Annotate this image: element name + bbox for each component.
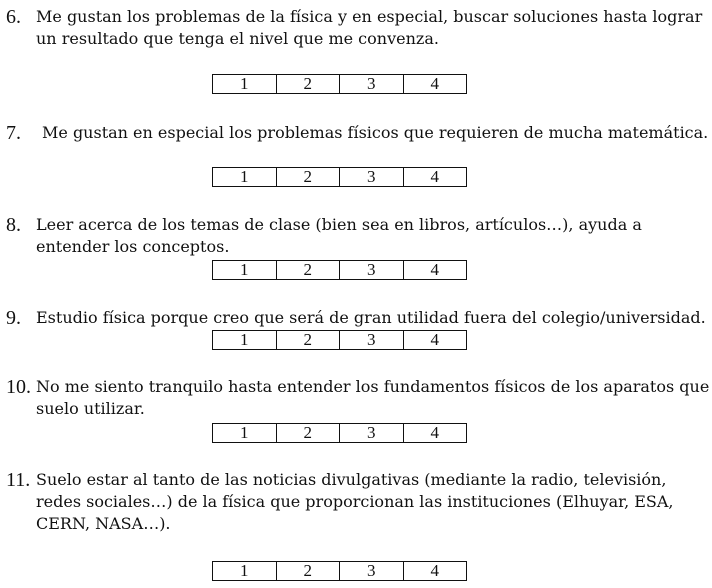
scale-option-3[interactable]: 3 [339, 424, 403, 442]
question-8 [6, 214, 710, 258]
question-6-body: Me gustan los problemas de la física y en especial, buscar soluciones hasta lograr un resultado que tenga el nivel que me convenza. [36, 7, 703, 48]
scale-option-4[interactable]: 4 [403, 168, 467, 186]
question-8-scale [212, 260, 467, 280]
question-7-number: 7. [6, 122, 21, 144]
scale-option-1[interactable]: 1 [213, 424, 276, 442]
question-11 [6, 469, 710, 535]
scale-option-4[interactable]: 4 [403, 424, 467, 442]
question-7-text [6, 122, 710, 144]
scale-option-1[interactable]: 1 [213, 168, 276, 186]
scale-option-1[interactable]: 1 [213, 261, 276, 279]
question-7 [6, 122, 710, 144]
question-11-body: Suelo estar al tanto de las noticias divulgativas (mediante la radio, televisión, redes sociales…) de la física que proporcionan las instituciones (Elhuyar, ESA, CERN, NASA…). [36, 470, 674, 533]
scale-option-3[interactable]: 3 [339, 261, 403, 279]
scale-option-2[interactable]: 2 [276, 261, 340, 279]
question-9 [6, 307, 710, 329]
scale-option-4[interactable]: 4 [403, 331, 467, 349]
question-9-scale [212, 330, 467, 350]
scale-option-2[interactable]: 2 [276, 331, 340, 349]
question-10 [6, 376, 710, 420]
scale-option-4[interactable]: 4 [403, 261, 467, 279]
scale-option-4[interactable]: 4 [403, 562, 467, 580]
question-8-number: 8. [6, 214, 21, 236]
question-8-text [6, 214, 710, 258]
question-10-text [6, 376, 710, 420]
question-10-number: 10. [6, 376, 31, 398]
scale-option-2[interactable]: 2 [276, 562, 340, 580]
question-10-scale [212, 423, 467, 443]
question-7-scale [212, 167, 467, 187]
scale-option-3[interactable]: 3 [339, 331, 403, 349]
question-9-body: Estudio física porque creo que será de gran utilidad fuera del colegio/universidad. [36, 308, 706, 327]
scale-option-3[interactable]: 3 [339, 562, 403, 580]
scale-option-1[interactable]: 1 [213, 75, 276, 93]
question-6-text [6, 6, 710, 50]
scale-option-2[interactable]: 2 [276, 75, 340, 93]
question-11-scale [212, 561, 467, 581]
scale-option-1[interactable]: 1 [213, 331, 276, 349]
question-6-number: 6. [6, 6, 21, 28]
question-9-text [6, 307, 710, 329]
question-11-text [6, 469, 710, 535]
scale-option-2[interactable]: 2 [276, 168, 340, 186]
question-8-body: Leer acerca de los temas de clase (bien sea en libros, artículos…), ayuda a entender los conceptos. [36, 215, 642, 256]
scale-option-1[interactable]: 1 [213, 562, 276, 580]
scale-option-3[interactable]: 3 [339, 168, 403, 186]
question-6 [6, 6, 710, 50]
scale-option-2[interactable]: 2 [276, 424, 340, 442]
question-10-body: No me siento tranquilo hasta entender los fundamentos físicos de los aparatos que suelo utilizar. [36, 377, 710, 418]
question-6-scale [212, 74, 467, 94]
scale-option-4[interactable]: 4 [403, 75, 467, 93]
question-11-number: 11. [6, 469, 31, 491]
scale-option-3[interactable]: 3 [339, 75, 403, 93]
question-7-body: Me gustan en especial los problemas físicos que requieren de mucha matemática. [42, 123, 709, 142]
question-9-number: 9. [6, 307, 21, 329]
